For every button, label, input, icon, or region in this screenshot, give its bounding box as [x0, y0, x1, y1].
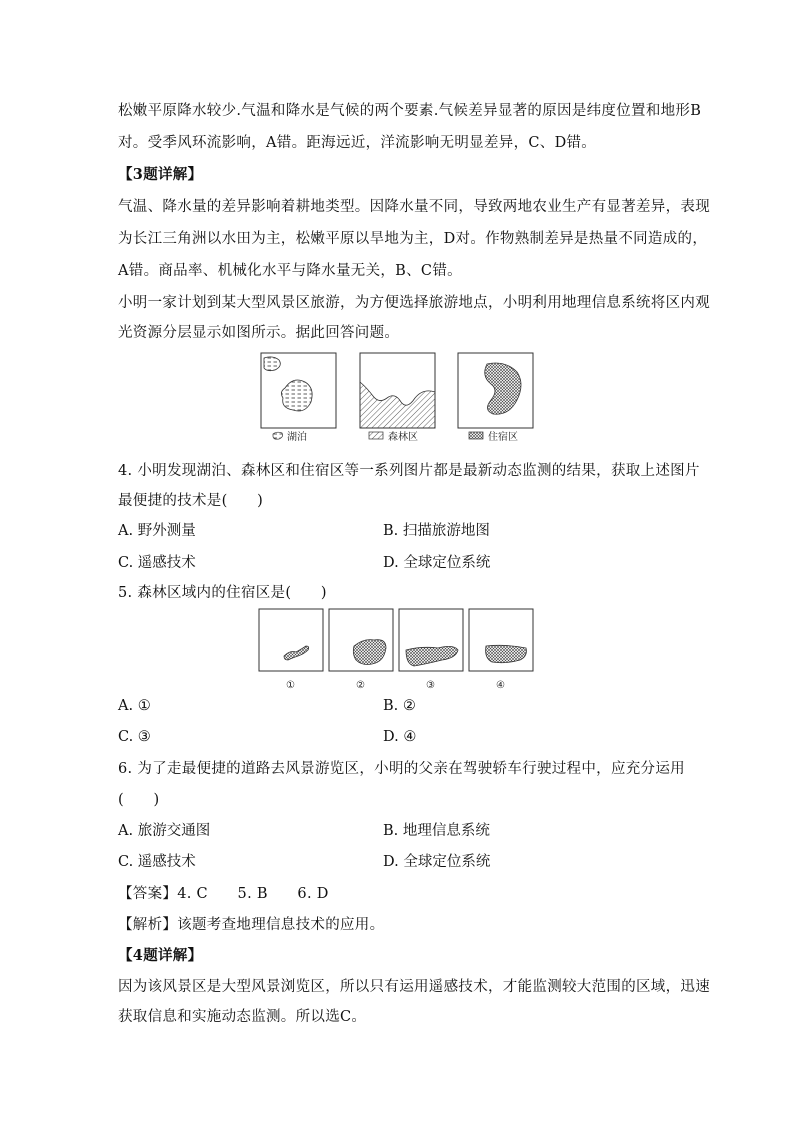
section-heading: 【4题详解】 [118, 947, 203, 964]
q6-option-b: B. 地理信息系统 [383, 823, 490, 839]
q4-option-c: C. 遥感技术 [118, 555, 196, 571]
q5-option-c: C. ③ [118, 729, 151, 745]
q4-option-d: D. 全球定位系统 [383, 555, 491, 571]
figure-layers [255, 352, 545, 444]
svg-text:②: ② [356, 680, 365, 691]
legend-forest [369, 430, 418, 443]
lake-panel [261, 353, 336, 428]
paragraph-line: 对。受季风环流影响，A错。距海远近，洋流影响无明显差异，C、D错。 [118, 135, 597, 151]
q5-option-a: A. ① [118, 698, 151, 714]
question-4-line: 4. 小明发现湖泊、森林区和住宿区等一系列图片都是最新动态监测的结果，获取上述图片 [118, 463, 700, 479]
q6-option-d: D. 全球定位系统 [383, 854, 491, 870]
paragraph-line: 光资源分层显示如图所示。据此回答问题。 [118, 325, 400, 341]
legend-lodging [469, 431, 518, 443]
answer-line: 【答案】4. C 5. B 6. D [118, 886, 329, 902]
figure-options [258, 608, 538, 690]
paragraph-line: 松嫩平原降水较少.气温和降水是气候的两个要素.气候差异显著的原因是纬度位置和地形B [118, 103, 702, 119]
paragraph-line: 气温、降水量的差异影响着耕地类型。因降水量不同，导致两地农业生产有显著差异，表现 [118, 199, 710, 215]
lodging-panel [458, 353, 533, 428]
option-panel-3 [399, 609, 463, 691]
paragraph-line: 为长江三角洲以水田为主，松嫩平原以旱地为主，D对。作物熟制差异是热量不同造成的， [118, 231, 708, 247]
option-panel-4 [469, 609, 533, 691]
legend-lake [273, 430, 307, 443]
q4-option-a: A. 野外测量 [118, 523, 196, 539]
option-panel-2 [329, 609, 393, 691]
question-5-line: 5. 森林区域内的住宿区是( ) [118, 585, 327, 601]
q5-option-b: B. ② [383, 698, 416, 714]
analysis-line: 【解析】该题考查地理信息技术的应用。 [118, 917, 385, 933]
section-heading: 【3题详解】 [118, 166, 203, 183]
paragraph-line: 小明一家计划到某大型风景区旅游，为方便选择旅游地点，小明利用地理信息系统将区内观 [118, 295, 710, 311]
paragraph-line: 获取信息和实施动态监测。所以选C。 [118, 1009, 367, 1025]
svg-text:④: ④ [496, 680, 505, 691]
paragraph-line: 因为该风景区是大型风景浏览区，所以只有运用遥感技术，才能监测较大范围的区域，迅速 [118, 979, 710, 995]
svg-text:住宿区: 住宿区 [488, 432, 518, 443]
svg-text:森林区: 森林区 [388, 432, 418, 443]
q6-option-a: A. 旅游交通图 [118, 823, 211, 839]
forest-panel [360, 353, 435, 428]
paragraph-line: A错。商品率、机械化水平与降水量无关，B、C错。 [118, 263, 462, 279]
option-panel-1 [259, 609, 323, 691]
q4-option-b: B. 扫描旅游地图 [383, 523, 490, 539]
q5-option-d: D. ④ [383, 729, 417, 745]
q6-option-c: C. 遥感技术 [118, 854, 196, 870]
question-6-line: ( ) [118, 792, 160, 808]
svg-text:①: ① [286, 680, 295, 691]
svg-text:湖泊: 湖泊 [287, 432, 307, 443]
question-4-line: 最便捷的技术是( ) [118, 493, 264, 509]
svg-text:③: ③ [426, 680, 435, 691]
question-6-line: 6. 为了走最便捷的道路去风景游览区，小明的父亲在驾驶轿车行驶过程中，应充分运用 [118, 761, 685, 777]
